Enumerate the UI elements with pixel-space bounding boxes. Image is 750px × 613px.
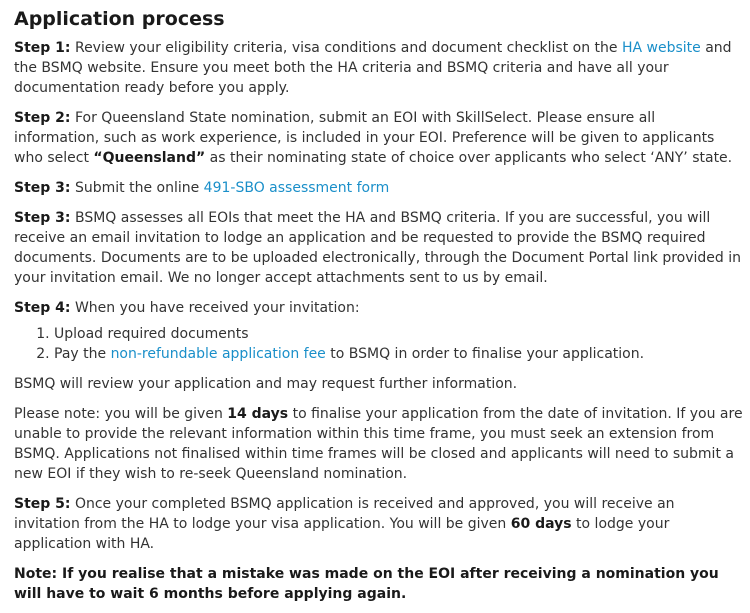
mistake-note: Note: If you realise that a mistake was made on the EOI after receiving a nomination you will have to wait 6 months before applying again. (14, 566, 719, 602)
step-5-label: Step 5: (14, 496, 71, 512)
queensland-highlight: “Queensland” (93, 150, 206, 166)
step-3a-label: Step 3: (14, 180, 71, 196)
page-title: Application process (14, 8, 225, 30)
step-4-label: Step 4: (14, 300, 71, 316)
step-5-paragraph (14, 494, 744, 554)
step-2-text-a: For Queensland State nomination, submit an EOI with SkillSelect. Please ensure all information, such as work experience, is included in your EOI. Preference will be given to applicants who select (14, 110, 715, 166)
step-4-list (14, 324, 744, 364)
sixty-days: 60 days (510, 516, 572, 532)
step-3a-paragraph (14, 178, 744, 198)
please-note-text-a: Please note: you will be given (14, 406, 228, 422)
step-3a-text: Submit the online (70, 180, 204, 196)
step-3b-paragraph (14, 208, 744, 288)
assessment-form-link[interactable]: 491-SBO assessment form (203, 180, 390, 196)
step-2-label: Step 2: (14, 110, 71, 126)
step-1-text-a: Review your eligibility criteria, visa conditions and document checklist on the (70, 40, 622, 56)
step-5-text-a: Once your completed BSMQ application is received and approved, you will receive an invitation from the HA to lodge your visa application. You will be given (14, 496, 675, 532)
list-item-pay-b: to BSMQ in order to finalise your application. (325, 346, 645, 362)
list-item-upload: Upload required documents (54, 326, 249, 342)
step-2-text-b: as their nominating state of choice over applicants who select ‘ANY’ state. (205, 150, 733, 166)
step-3b-label: Step 3: (14, 210, 71, 226)
step-2-paragraph (14, 108, 744, 168)
step-5-text-b: to lodge your application with HA. (14, 516, 670, 552)
fourteen-days: 14 days (227, 406, 289, 422)
application-fee-link[interactable]: non-refundable application fee (110, 346, 326, 362)
step-1-paragraph (14, 38, 744, 98)
step-1-text-b: and the BSMQ website. Ensure you meet both the HA criteria and BSMQ criteria and have all your documentation ready before you apply. (14, 40, 732, 96)
step-3b-text: BSMQ assesses all EOIs that meet the HA and BSMQ criteria. If you are successful, you will receive an email invitation to lodge an application and be requested to provide the BSMQ required documents. Documents are to be uploaded electronically, through the Document Portal link provided in your invitation email. We no longer accept attachments sent to us by email. (14, 210, 742, 286)
step-4-paragraph (14, 298, 744, 318)
ha-website-link[interactable]: HA website (621, 40, 701, 56)
step-4-text: When you have received your invitation: (70, 300, 360, 316)
review-paragraph: BSMQ will review your application and may request further information. (14, 376, 518, 392)
please-note-text-b: to finalise your application from the date of invitation. If you are unable to provide the relevant information within this time frame, you must seek an extension from BSMQ. Applications not finalised within time frames will be closed and applicants will need to submit a new EOI if they wish to re-seek Queensland nomination. (14, 406, 743, 482)
list-item (54, 344, 744, 364)
list-item (54, 324, 744, 344)
please-note-paragraph (14, 404, 744, 484)
step-1-label: Step 1: (14, 40, 71, 56)
list-item-pay-a: Pay the (54, 346, 111, 362)
